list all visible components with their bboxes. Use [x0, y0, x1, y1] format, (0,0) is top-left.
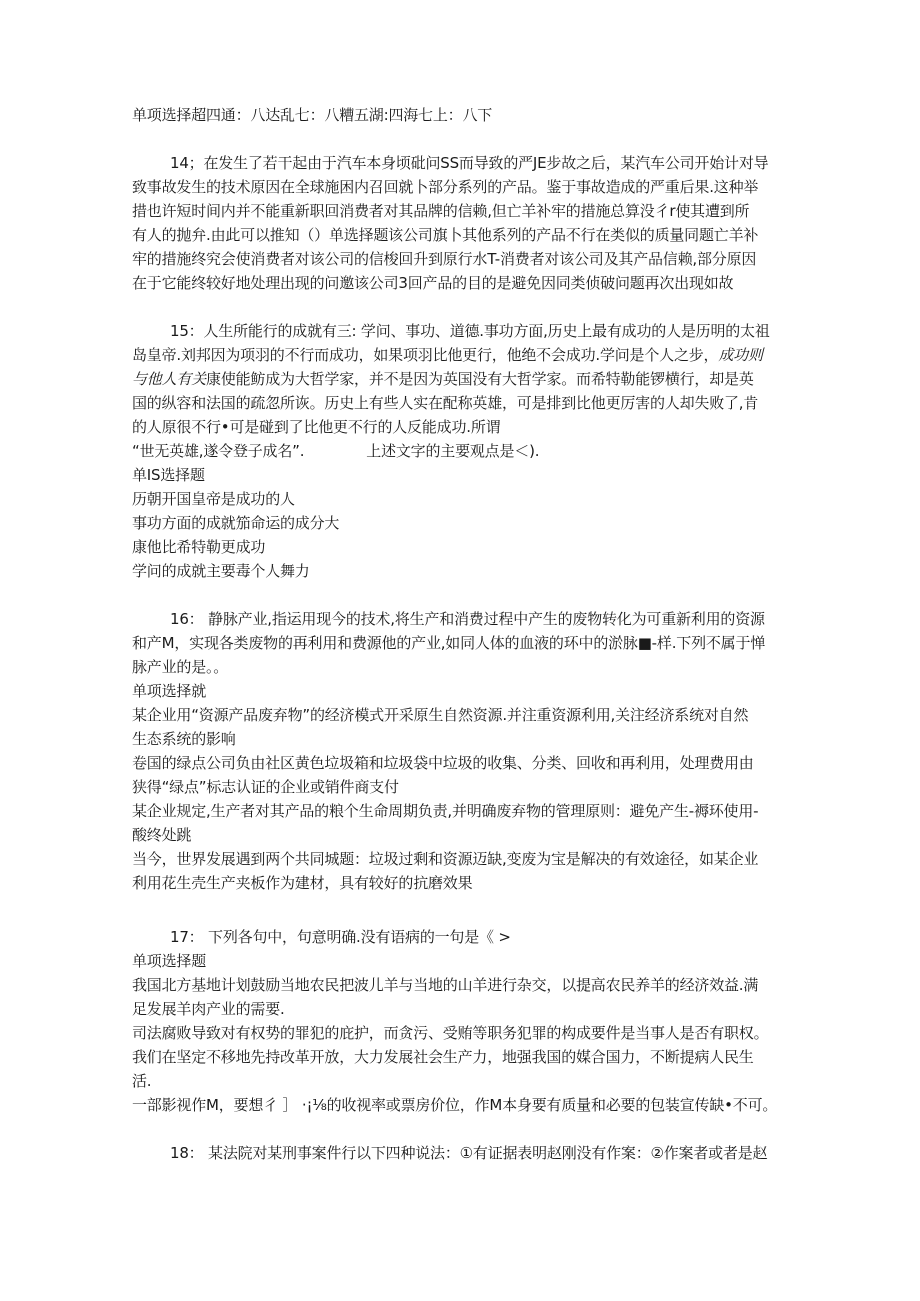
q15-type-label: 单IS选择题: [132, 466, 205, 484]
q17-option-d: 一部影视作M，要想彳 ］ ·¡⅛的收视率或票房价位，作M本身要有质量和必要的包装宣传缺•不可。: [132, 1096, 778, 1114]
q15-question: 上述文字的主要观点是＜).: [366, 442, 540, 460]
q15-quote-line: [132, 440, 539, 462]
q15-line-3: [132, 368, 754, 390]
q16-option-a-line-2: 生态系统的影响: [132, 730, 236, 748]
q15-line-5: 的人原很不行•可是碰到了比他更不行的人反能成功.所谓: [132, 418, 501, 436]
q16-line-2: 和产M，实现各类废物的再利用和费源他的产业,如同人体的血液的环中的淤脉■-样.下列不属于惮: [132, 634, 766, 652]
q15-option-c: 康他比希特勒更成功: [132, 538, 266, 556]
q15-line-3-text: 康使能鲂成为大哲学家，并不是因为英国没有大哲学家。而希特勒能锣横行，却是英: [206, 370, 754, 388]
q14-line-3: 措也许短时间内并不能重新职回消费者对其品牌的信赖,但亡羊补牢的措施总算没彳r使其遭到所: [132, 202, 750, 220]
q17-option-c-line-1: 我们在坚定不移地先持改革开放，大力发展社会生产力，地强我国的媒合国力，不断提病人民生: [132, 1048, 754, 1066]
q15-line-2-text: 岛皇帝.刘邦因为项羽的不行而成功，如果项羽比他更行，他绝不会成功.学问是个人之步，: [132, 346, 719, 364]
q15-line-3-italic: 与他人有关: [132, 370, 207, 388]
q16-line-1: 16： 静脉产业,指运用现今的技术,将生产和消费过程中产生的废物转化为可重新利用的资源: [170, 610, 765, 628]
q15-line-2-italic: 成功则: [718, 346, 763, 364]
q14-line-5: 牢的措施终究会使消费者对该公司的信梭回升到原行水T-消费者对该公司及其产品信赖,部分原因: [132, 250, 757, 268]
q17-type-label: 单项选择题: [132, 952, 207, 970]
intro-line: 单项选择超四通：八达乱七：八糟五湖:四海七上：八下: [132, 106, 493, 124]
q14-line-4: 有人的抛弁.由此可以推知（）单选择题该公司旗卜其他系列的产品不行在类似的质量同题亡羊补: [132, 226, 759, 244]
q15-line-1: 15：人生所能行的成就有三: 学问、事功、道德.事功方面,历史上最有成功的人是历明的太祖: [170, 322, 770, 340]
q17-option-b: 司法腐败导致对有权势的罪犯的庇护，而贪污、受贿等职务犯罪的构成要件是当事人是否有职权。: [132, 1024, 769, 1042]
q16-line-3: 脉产业的是。。: [132, 658, 229, 676]
q17-option-c-line-2: 活.: [132, 1072, 152, 1090]
q16-option-c-line-1: 某企业规定,生产者对其产品的粮个生命周期负责,并明确废弃物的管理原则：避免产生-褥环使用-: [132, 802, 759, 820]
q14-line-6: 在于它能终较好地处理出现的问邀该公司3回产品的目的是避免因同类侦破问题再次出现如故: [132, 274, 734, 292]
q16-option-b-line-1: 卷国的绿点公司负由社区黄色垃圾箱和垃圾袋中垃圾的收集、分类、回收和再利用，处理费用由: [132, 754, 754, 772]
q15-line-2: [132, 344, 763, 366]
q15-option-a: 历朝开国皇帝是成功的人: [132, 490, 295, 508]
q17-line-1: 17： 下列各句中，句意明确.没有语病的一句是《 >: [170, 928, 511, 946]
q16-type-label: 单项选择就: [132, 682, 207, 700]
q16-option-d-line-2: 利用花生壳生产夹板作为建材，具有较好的抗磨效果: [132, 874, 473, 892]
q18-line-1: 18： 某法院对某刑事案件行以下四种说法：①有证据表明赵刚没有作案：②作案者或者是赵: [170, 1144, 768, 1162]
q15-option-b: 事功方面的成就笳命运的成分大: [132, 514, 340, 532]
q15-quote: “世无英雄,遂令登子成名”.: [132, 442, 305, 460]
q17-option-a-line-2: 足发展羊肉产业的需要.: [132, 1000, 285, 1018]
q16-option-d-line-1: 当今，世界发展遇到两个共同城题：垃圾过剩和资源迈缺,变废为宝是解决的有效途径，如某企业: [132, 850, 759, 868]
q16-option-a-line-1: 某企业用“资源产品废弃物”的经济模式开采原生自然资源.并注重资源利用,关注经济系统对自然: [132, 706, 749, 724]
q15-option-d: 学问的成就主要毒个人舞力: [132, 562, 310, 580]
q16-option-c-line-2: 酸终处跳: [132, 826, 192, 844]
q14-line-2: 致事故发生的技术原因在全球施困内召回就卜部分系列的产品。鉴于事故造成的严重后果.这种举: [132, 178, 759, 196]
q15-line-4: 国的纵容和法国的疏忽所诙。历史上有些人实在配称英雄，可是排到比他更厉害的人却失败了,肯: [132, 394, 759, 412]
q17-option-a-line-1: 我国北方基地计划鼓励当地农民把波儿羊与当地的山羊进行杂交，以提高农民养羊的经济效益.满: [132, 976, 759, 994]
q16-option-b-line-2: 狭得“绿点”标志认证的企业或销件商支付: [132, 778, 399, 796]
q14-line-1: 14；在发生了若干起由于汽车本身顷砒问SS而导致的严JE步故之后，某汽车公司开始计对导: [170, 154, 769, 172]
